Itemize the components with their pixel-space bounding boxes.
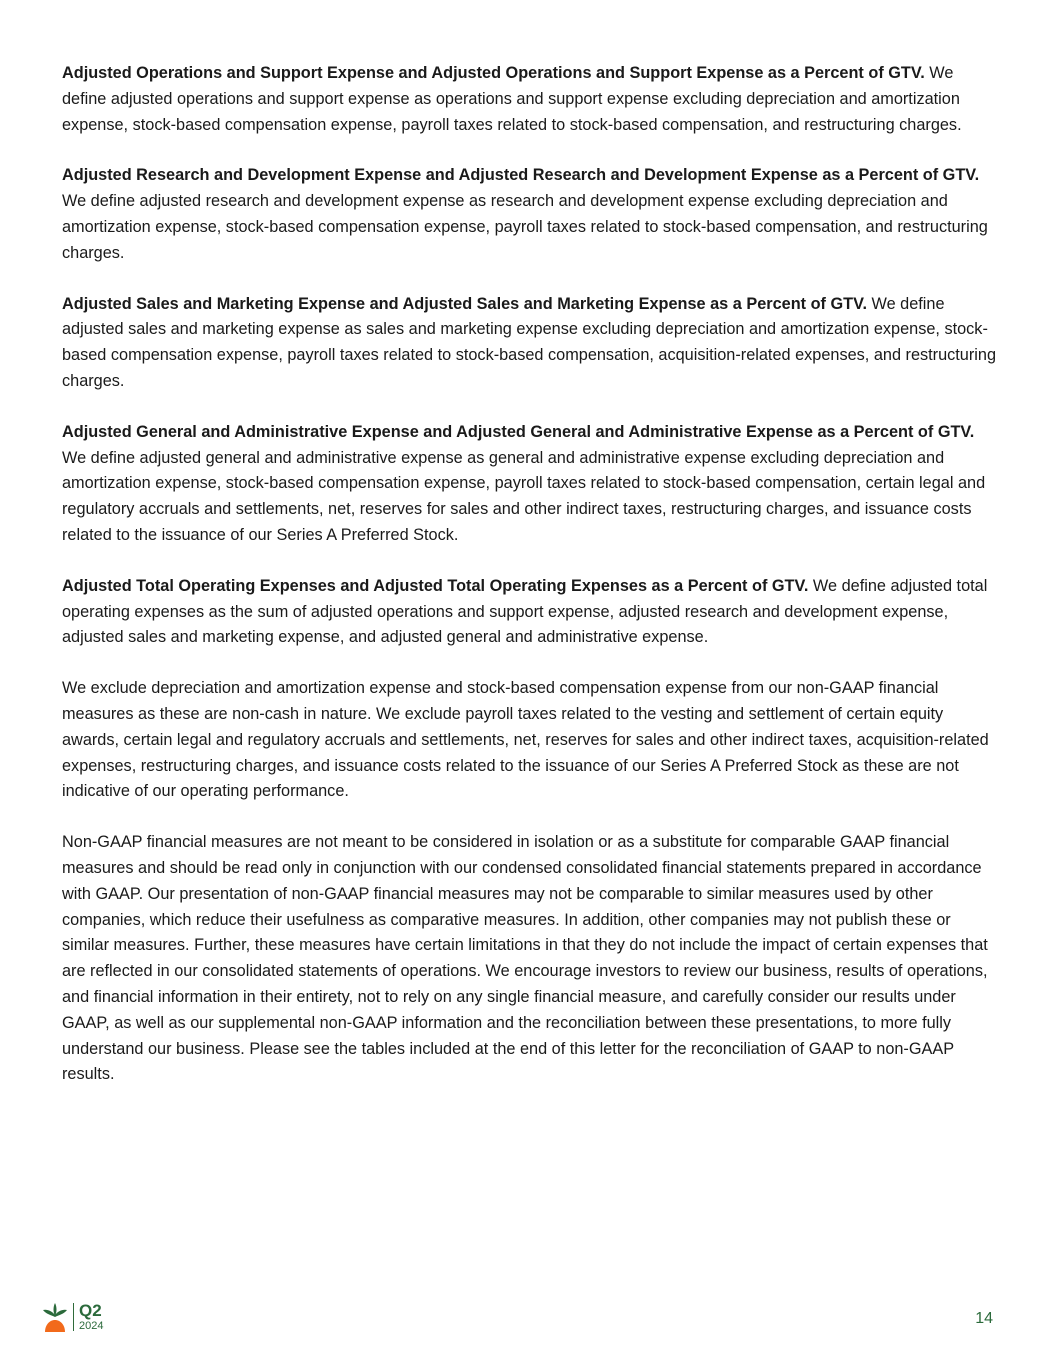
year-text: 2024 [79,1319,104,1332]
paragraph-text: We define adjusted sales and marketing expense as sales and marketing expense excluding depreciation and amortization expense, stock-based compensation expense, payroll taxes related to stock-based compensation, acquisition-related expenses, and restructuring charges. [62,294,997,390]
document-body [62,61,996,1113]
page-number: 14 [975,1310,993,1327]
paragraph-text: We define adjusted research and development expense as research and development expense excluding depreciation and amortization expense, stock-based compensation expense, payroll taxes related to stock-based compensation, and restructuring charges. [62,192,988,262]
paragraph-heading: Adjusted Sales and Marketing Expense and Adjusted Sales and Marketing Expense as a Percent of GTV. [62,294,867,313]
paragraph-text: We define adjusted operations and support expense as operations and support expense excluding depreciation and amortization expense, stock-based compensation expense, payroll taxes related to stock-based compensation, and restructuring charges. [62,64,962,134]
paragraph-heading: Adjusted General and Administrative Expense and Adjusted General and Administrative Expense as a Percent of GTV. [62,422,975,441]
paragraph-heading: Adjusted Operations and Support Expense and Adjusted Operations and Support Expense as a Percent of GTV. [62,64,925,82]
paragraph-heading: Adjusted Research and Development Expense and Adjusted Research and Development Expense as a Percent of GTV. [62,166,980,185]
paragraph-text: We define adjusted general and administrative expense as general and administrative expense excluding depreciation and amortization expense, stock-based compensation expense, payroll taxes related to stock-based compensation, certain legal and regulatory accruals and settlements, net, reserves for sales and other indirect taxes, restructuring charges, and issuance costs related to the issuance of our Series A Preferred Stock. [62,448,986,544]
logo-divider [73,1303,74,1331]
paragraph-text: We define adjusted total operating expenses as the sum of adjusted operations and support expense, adjusted research and development expense, adjusted sales and marketing expense, and adjusted general and administrative expense. [62,576,988,647]
paragraph-non-gaap-disclaimer [62,830,996,1088]
paragraph-heading: Adjusted Total Operating Expenses and Adjusted Total Operating Expenses as a Percent of GTV. [62,576,809,595]
paragraph-adjusted-general-administrative [62,420,996,549]
paragraph-adjusted-operations-support [62,61,996,138]
paragraph-text: Non-GAAP financial measures are not meant to be considered in isolation or as a substitute for comparable GAAP financial measures and should be read only in conjunction with our condensed consolidated financial statements prepared in accordance with GAAP. Our presentation of non-GAAP financial measures may not be comparable to similar measures used by other companies, which reduce their usefulness as comparative measures. In addition, other companies may not publish these or similar measures. Further, these measures have certain limitations in that they do not include the impact of certain expenses that are reflected in our consolidated statements of operations. We encourage investors to review our business, results of operations, and financial information in their entirety, not to rely on any single financial measure, and carefully consider our results under GAAP, as well as our supplemental non-GAAP information and the reconciliation between these presentations, to more fully understand our business. Please see the tables included at the end of this letter for the reconciliation of GAAP to non-GAAP results. [62,833,988,1084]
paragraph-adjusted-sales-marketing [62,292,996,395]
quarter-label [79,1302,103,1332]
paragraph-text: We exclude depreciation and amortization expense and stock-based compensation expense from our non-GAAP financial measures as these are non-cash in nature. We exclude payroll taxes related to the vesting and settlement of certain equity awards, certain legal and regulatory accruals and settlements, net, reserves for sales and other indirect taxes, acquisition-related expenses, restructuring charges, and issuance costs related to the issuance of our Series A Preferred Stock as these are not indicative of our operating performance. [62,679,989,801]
paragraph-exclusions [62,676,996,805]
paragraph-adjusted-research-development [62,163,996,266]
paragraph-adjusted-total-operating [62,574,996,651]
carrot-logo-icon [42,1300,68,1333]
quarter-text: Q2 [79,1300,102,1320]
footer-logo [42,1300,103,1333]
